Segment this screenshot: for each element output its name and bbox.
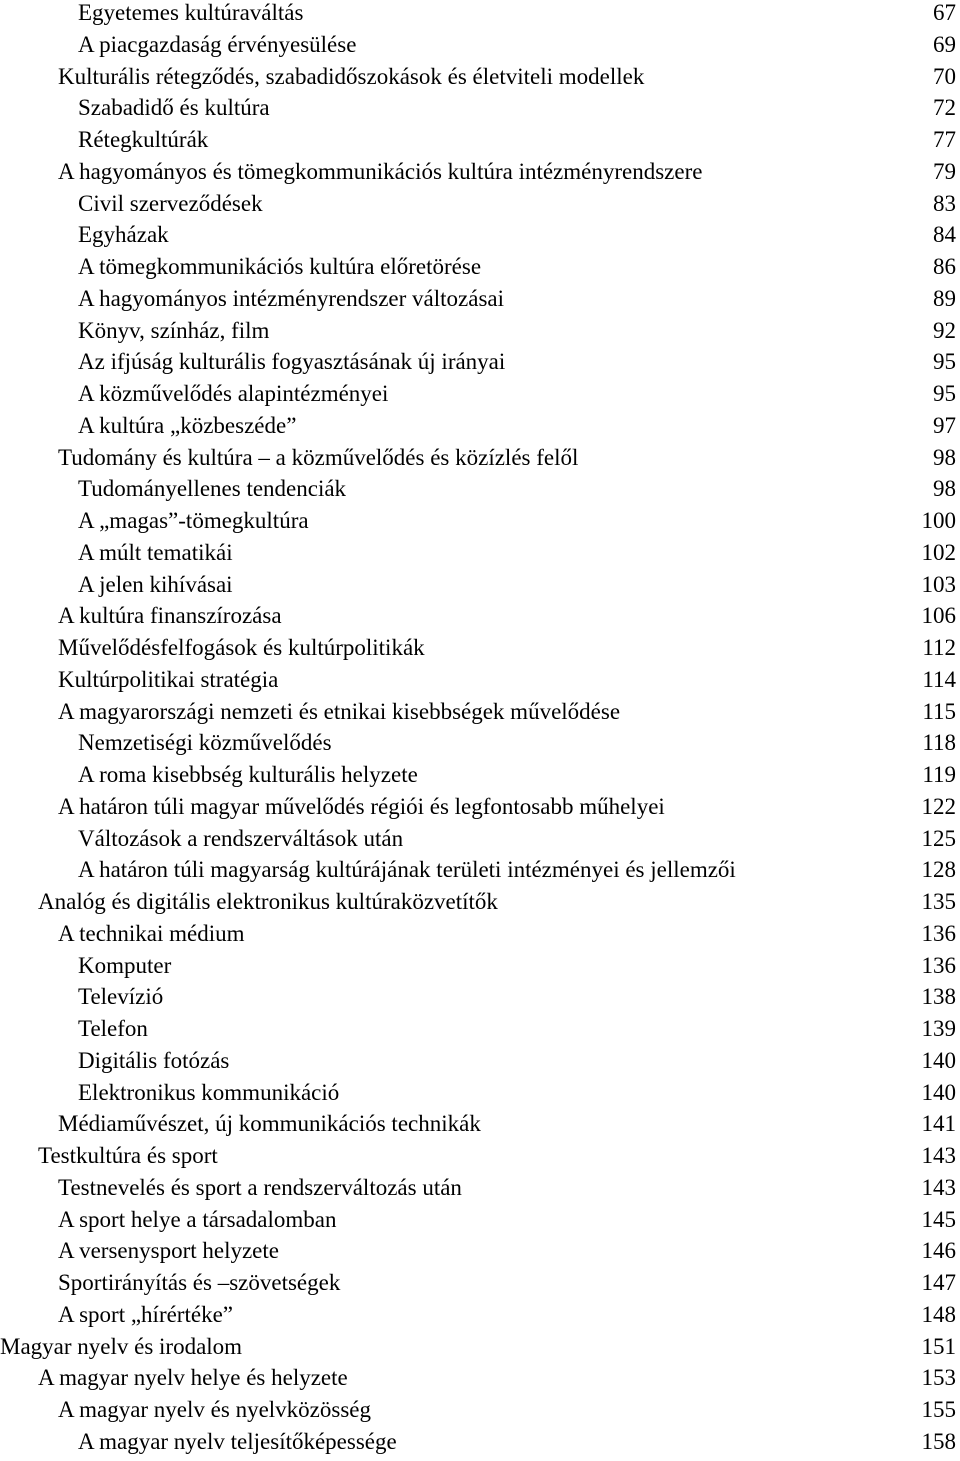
toc-entry[interactable] — [0, 1048, 960, 1080]
toc-entry[interactable] — [0, 603, 960, 635]
toc-entry[interactable] — [0, 730, 960, 762]
toc-entry-page-number: 77 — [933, 127, 956, 152]
toc-entry-page-number: 95 — [933, 349, 956, 375]
toc-entry-title: Változások a rendszerváltások után — [78, 825, 404, 851]
toc-entry-page-number: 106 — [921, 603, 956, 629]
toc-entry[interactable] — [0, 1397, 960, 1429]
toc-entry-page-number: 128 — [921, 857, 956, 883]
toc-entry[interactable] — [0, 889, 960, 921]
toc-entry-page-number: 136 — [921, 952, 956, 978]
toc-entry-title: Elektronikus kommunikáció — [78, 1079, 340, 1105]
toc-entry-title: Civil szerveződések — [78, 190, 263, 216]
toc-entry-title: Tudomány és kultúra – a közművelődés és közízlés felől — [58, 444, 579, 470]
toc-entry[interactable] — [0, 1334, 960, 1366]
toc-entry[interactable] — [0, 127, 960, 159]
toc-entry[interactable] — [0, 572, 960, 604]
toc-entry[interactable] — [0, 508, 960, 540]
toc-entry-page-number: 98 — [933, 444, 956, 470]
toc-entry[interactable] — [0, 1207, 960, 1239]
toc-entry-page-number: 98 — [933, 476, 956, 502]
toc-entry-title: A kultúra „közbeszéde” — [78, 412, 297, 438]
toc-entry-title: A határon túli magyar művelődés régiói és legfontosabb műhelyei — [58, 793, 665, 819]
toc-entry-page-number: 138 — [921, 984, 956, 1010]
toc-entry-page-number: 83 — [933, 190, 956, 216]
toc-entry[interactable] — [0, 953, 960, 985]
toc-entry-title: A magyarországi nemzeti és etnikai kisebbségek művelődése — [58, 698, 621, 724]
toc-entry-title: Könyv, színház, film — [78, 317, 270, 343]
toc-entry-title: Testnevelés és sport a rendszerváltozás után — [58, 1174, 462, 1200]
toc-entry-page-number: 122 — [921, 793, 956, 819]
toc-entry[interactable] — [0, 1270, 960, 1302]
toc-entry[interactable] — [0, 1429, 960, 1461]
toc-entry-title: A magyar nyelv teljesítőképessége — [78, 1428, 397, 1454]
toc-entry-page-number: 145 — [921, 1206, 956, 1232]
toc-entry-page-number: 112 — [922, 635, 956, 660]
toc-entry-title: A kultúra finanszírozása — [58, 603, 282, 629]
toc-entry-title: Médiaművészet, új kommunikációs technikák — [58, 1111, 481, 1137]
toc-entry-page-number: 158 — [921, 1428, 956, 1454]
toc-entry-page-number: 125 — [921, 825, 956, 851]
toc-entry[interactable] — [0, 1016, 960, 1048]
toc-entry[interactable] — [0, 762, 960, 794]
toc-entry[interactable] — [0, 349, 960, 381]
toc-entry-page-number: 143 — [921, 1174, 956, 1200]
toc-entry[interactable] — [0, 826, 960, 858]
toc-entry-page-number: 115 — [922, 698, 956, 724]
toc-entry-page-number: 140 — [921, 1047, 956, 1073]
toc-entry-title: A „magas”-tömegkultúra — [78, 508, 309, 533]
toc-entry-title: Kulturális rétegződés, szabadidőszokások és életviteli modellek — [58, 63, 645, 89]
toc-entry[interactable] — [0, 286, 960, 318]
toc-entry-page-number: 72 — [933, 95, 956, 121]
toc-entry-title: Rétegkultúrák — [78, 127, 209, 152]
toc-entry-page-number: 97 — [933, 412, 956, 438]
toc-entry-page-number: 102 — [921, 539, 956, 565]
toc-entry-title: A jelen kihívásai — [78, 571, 233, 597]
toc-entry-page-number: 143 — [921, 1143, 956, 1168]
toc-entry[interactable] — [0, 32, 960, 64]
toc-entry-title: A közművelődés alapintézményei — [78, 381, 389, 406]
toc-entry[interactable] — [0, 1111, 960, 1143]
toc-entry-page-number: 95 — [933, 381, 956, 406]
toc-entry[interactable] — [0, 1302, 960, 1334]
toc-entry[interactable] — [0, 0, 960, 32]
toc-entry[interactable] — [0, 540, 960, 572]
toc-entry[interactable] — [0, 635, 960, 667]
toc-entry-page-number: 103 — [921, 571, 956, 597]
toc-entry-title: A tömegkommunikációs kultúra előretörése — [78, 254, 482, 279]
toc-entry[interactable] — [0, 381, 960, 413]
toc-entry-title: Az ifjúság kulturális fogyasztásának új irányai — [78, 349, 506, 375]
toc-entry-title: Nemzetiségi közművelődés — [78, 730, 332, 756]
toc-entry[interactable] — [0, 699, 960, 731]
toc-entry-title: A magyar nyelv helye és helyzete — [38, 1365, 348, 1391]
toc-entry[interactable] — [0, 1143, 960, 1175]
toc-entry[interactable] — [0, 413, 960, 445]
toc-entry[interactable] — [0, 667, 960, 699]
toc-entry-page-number: 79 — [933, 158, 956, 184]
toc-entry-title: A hagyományos és tömegkommunikációs kultúra intézményrendszere — [58, 158, 703, 184]
toc-entry[interactable] — [0, 191, 960, 223]
toc-entry-title: Egyetemes kultúraváltás — [78, 0, 304, 25]
toc-entry-page-number: 89 — [933, 285, 956, 311]
toc-entry-page-number: 153 — [921, 1365, 956, 1391]
toc-entry[interactable] — [0, 1365, 960, 1397]
toc-entry[interactable] — [0, 159, 960, 191]
toc-entry-page-number: 70 — [933, 63, 956, 89]
toc-entry-title: Szabadidő és kultúra — [78, 95, 270, 121]
toc-entry-title: A múlt tematikái — [78, 539, 233, 565]
toc-entry-title: A versenysport helyzete — [58, 1238, 279, 1264]
toc-entry[interactable] — [0, 64, 960, 96]
toc-entry-page-number: 92 — [933, 317, 956, 343]
toc-entry-page-number: 141 — [921, 1111, 956, 1137]
toc-entry-page-number: 100 — [921, 508, 956, 533]
toc-entry-title: Analóg és digitális elektronikus kultúraközvetítők — [38, 889, 498, 914]
toc-entry[interactable] — [0, 254, 960, 286]
toc-entry-title: A technikai médium — [58, 920, 245, 946]
toc-entry[interactable] — [0, 318, 960, 350]
toc-entry-page-number: 119 — [922, 762, 956, 787]
toc-entry-page-number: 147 — [921, 1270, 956, 1295]
toc-entry-title: Egyházak — [78, 222, 169, 248]
toc-entry-title: A piacgazdaság érvényesülése — [78, 31, 357, 57]
toc-entry-title: A roma kisebbség kulturális helyzete — [78, 762, 418, 787]
toc-entry-page-number: 114 — [922, 666, 956, 692]
toc-entry-page-number: 86 — [933, 254, 956, 279]
toc-entry-title: Kultúrpolitikai stratégia — [58, 666, 279, 692]
toc-entry-title: Tudományellenes tendenciák — [78, 476, 347, 502]
toc-entry-title: Sportirányítás és –szövetségek — [58, 1270, 341, 1295]
toc-entry-page-number: 140 — [921, 1079, 956, 1105]
toc-entry-title: Digitális fotózás — [78, 1047, 230, 1073]
toc-entry[interactable] — [0, 1080, 960, 1112]
toc-entry-title: A magyar nyelv és nyelvközösség — [58, 1397, 371, 1422]
toc-entry-title: Telefon — [78, 1016, 148, 1041]
toc-entry-title: A sport helye a társadalomban — [58, 1206, 337, 1232]
toc-entry[interactable] — [0, 222, 960, 254]
toc-entry[interactable] — [0, 1175, 960, 1207]
toc-entry[interactable] — [0, 95, 960, 127]
toc-entry-page-number: 67 — [933, 0, 956, 25]
toc-entry-title: Komputer — [78, 952, 172, 978]
toc-entry-title: A határon túli magyarság kultúrájának területi intézményei és jellemzői — [78, 857, 736, 883]
toc-entry-page-number: 136 — [921, 920, 956, 946]
toc-entry-page-number: 84 — [933, 222, 956, 248]
toc-entry-page-number: 146 — [921, 1238, 956, 1264]
toc-entry-page-number: 69 — [933, 31, 956, 57]
toc-entry-page-number: 148 — [921, 1301, 956, 1327]
toc-entry[interactable] — [0, 794, 960, 826]
toc-entry-title: Testkultúra és sport — [38, 1143, 218, 1168]
toc-entry[interactable] — [0, 984, 960, 1016]
toc-entry-page-number: 139 — [921, 1016, 956, 1041]
toc-entry-title: Televízió — [78, 984, 164, 1010]
toc-entry[interactable] — [0, 921, 960, 953]
toc-entry[interactable] — [0, 1238, 960, 1270]
toc-entry[interactable] — [0, 445, 960, 477]
toc-entry-title: Művelődésfelfogások és kultúrpolitikák — [58, 635, 425, 660]
toc-entry[interactable] — [0, 857, 960, 889]
toc-entry-page-number: 135 — [921, 889, 956, 914]
toc-entry-page-number: 118 — [922, 730, 956, 756]
toc-entry-page-number: 151 — [921, 1333, 956, 1359]
toc-entry-title: A sport „hírértéke” — [58, 1301, 233, 1327]
toc-entry[interactable] — [0, 476, 960, 508]
toc-entry-title: Magyar nyelv és irodalom — [0, 1333, 243, 1359]
toc-entry-title: A hagyományos intézményrendszer változásai — [78, 285, 504, 311]
toc-entry-page-number: 155 — [921, 1397, 956, 1422]
